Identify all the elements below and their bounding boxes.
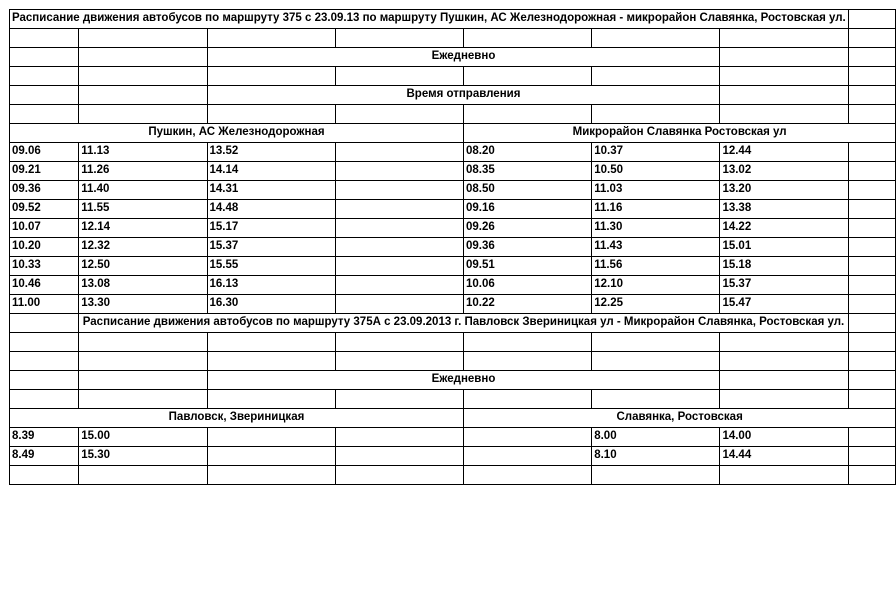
schedule-table [9,9,896,485]
time-cell: 11.30 [592,219,720,238]
table-row [10,219,896,238]
time-cell [848,257,896,276]
stops-header-row [10,124,896,143]
time-cell: 13.52 [207,143,335,162]
time-cell [335,181,463,200]
schedule-375-title: Расписание движения автобусов по маршруту 375 с 23.09.13 по маршруту Пушкин, АС Железнодорожная - микрорайон Славянка, Ростовская ул. [10,10,849,29]
time-cell [335,238,463,257]
time-cell [207,447,335,466]
time-cell: 15.00 [79,428,207,447]
time-cell: 11.56 [592,257,720,276]
spacer-row [10,352,896,371]
time-cell [335,200,463,219]
time-cell: 11.13 [79,143,207,162]
time-cell: 10.06 [463,276,591,295]
time-cell: 11.40 [79,181,207,200]
time-cell: 13.08 [79,276,207,295]
empty-cell [848,314,896,333]
frequency-row [10,371,896,390]
time-cell: 14.31 [207,181,335,200]
time-cell [848,219,896,238]
time-cell: 09.16 [463,200,591,219]
time-cell: 10.20 [10,238,79,257]
time-cell: 16.30 [207,295,335,314]
time-cell: 11.03 [592,181,720,200]
time-cell: 15.18 [720,257,848,276]
time-cell: 11.43 [592,238,720,257]
time-cell [848,162,896,181]
time-cell: 09.06 [10,143,79,162]
time-cell: 14.00 [720,428,848,447]
time-cell [207,428,335,447]
time-cell [848,238,896,257]
time-cell [335,257,463,276]
time-cell [335,162,463,181]
time-cell: 10.33 [10,257,79,276]
time-cell: 15.01 [720,238,848,257]
time-cell [335,143,463,162]
time-cell: 14.48 [207,200,335,219]
table-row [10,447,896,466]
table-row [10,295,896,314]
time-cell [463,447,591,466]
departure-time-header: Время отправления [207,86,720,105]
time-cell: 10.37 [592,143,720,162]
time-cell: 13.20 [720,181,848,200]
from-stop-header: Павловск, Звериницкая [10,409,464,428]
time-cell: 15.30 [79,447,207,466]
spacer-row [10,67,896,86]
frequency-label: Ежедневно [207,371,720,390]
time-cell [335,428,463,447]
time-cell: 09.21 [10,162,79,181]
time-cell: 15.55 [207,257,335,276]
table-row [10,143,896,162]
spacer-row [10,333,896,352]
table-row [10,162,896,181]
time-cell: 16.13 [207,276,335,295]
stops-header-row [10,409,896,428]
time-cell: 09.52 [10,200,79,219]
time-cell: 11.55 [79,200,207,219]
table-row [10,181,896,200]
time-cell [463,428,591,447]
time-cell: 09.36 [10,181,79,200]
departure-header-row [10,86,896,105]
time-cell [848,200,896,219]
time-cell: 10.46 [10,276,79,295]
time-cell [848,295,896,314]
time-cell: 09.26 [463,219,591,238]
frequency-row [10,48,896,67]
time-cell: 12.32 [79,238,207,257]
time-cell [335,447,463,466]
time-cell: 08.50 [463,181,591,200]
time-cell: 8.00 [592,428,720,447]
time-cell [848,181,896,200]
empty-cell [10,314,79,333]
time-cell: 8.10 [592,447,720,466]
time-cell [848,447,896,466]
time-cell: 10.07 [10,219,79,238]
time-cell: 15.47 [720,295,848,314]
time-cell: 12.50 [79,257,207,276]
time-cell: 15.37 [207,238,335,257]
time-cell [335,276,463,295]
time-cell: 08.20 [463,143,591,162]
time-cell: 13.30 [79,295,207,314]
time-cell [848,143,896,162]
time-cell: 15.37 [720,276,848,295]
to-stop-header: Микрорайон Славянка Ростовская ул [463,124,895,143]
table-row [10,276,896,295]
title-row-375 [10,10,896,29]
time-cell [335,295,463,314]
schedule-375a-title: Расписание движения автобусов по маршруту 375А с 23.09.2013 г. Павловск Звериницкая ул - Микрорайон Славянка, Ростовская ул. [79,314,849,333]
time-cell: 12.44 [720,143,848,162]
title-row-375a [10,314,896,333]
time-cell: 8.49 [10,447,79,466]
time-cell: 12.25 [592,295,720,314]
spacer-row [10,466,896,485]
time-cell: 12.14 [79,219,207,238]
time-cell [848,428,896,447]
time-cell: 11.26 [79,162,207,181]
table-row [10,238,896,257]
time-cell: 08.35 [463,162,591,181]
time-cell: 14.44 [720,447,848,466]
table-row [10,200,896,219]
spacer-row [10,29,896,48]
time-cell: 10.50 [592,162,720,181]
spacer-row [10,105,896,124]
to-stop-header: Славянка, Ростовская [463,409,895,428]
table-row [10,257,896,276]
time-cell: 15.17 [207,219,335,238]
from-stop-header: Пушкин, АС Железнодорожная [10,124,464,143]
time-cell: 12.10 [592,276,720,295]
table-row [10,428,896,447]
time-cell: 10.22 [463,295,591,314]
time-cell: 09.51 [463,257,591,276]
time-cell: 13.02 [720,162,848,181]
time-cell: 14.14 [207,162,335,181]
schedule-sheet [9,9,896,485]
time-cell: 11.00 [10,295,79,314]
time-cell: 8.39 [10,428,79,447]
time-cell: 13.38 [720,200,848,219]
frequency-label: Ежедневно [207,48,720,67]
spacer-row [10,390,896,409]
time-cell [335,219,463,238]
time-cell: 09.36 [463,238,591,257]
time-cell: 11.16 [592,200,720,219]
empty-cell [848,10,896,29]
time-cell [848,276,896,295]
time-cell: 14.22 [720,219,848,238]
